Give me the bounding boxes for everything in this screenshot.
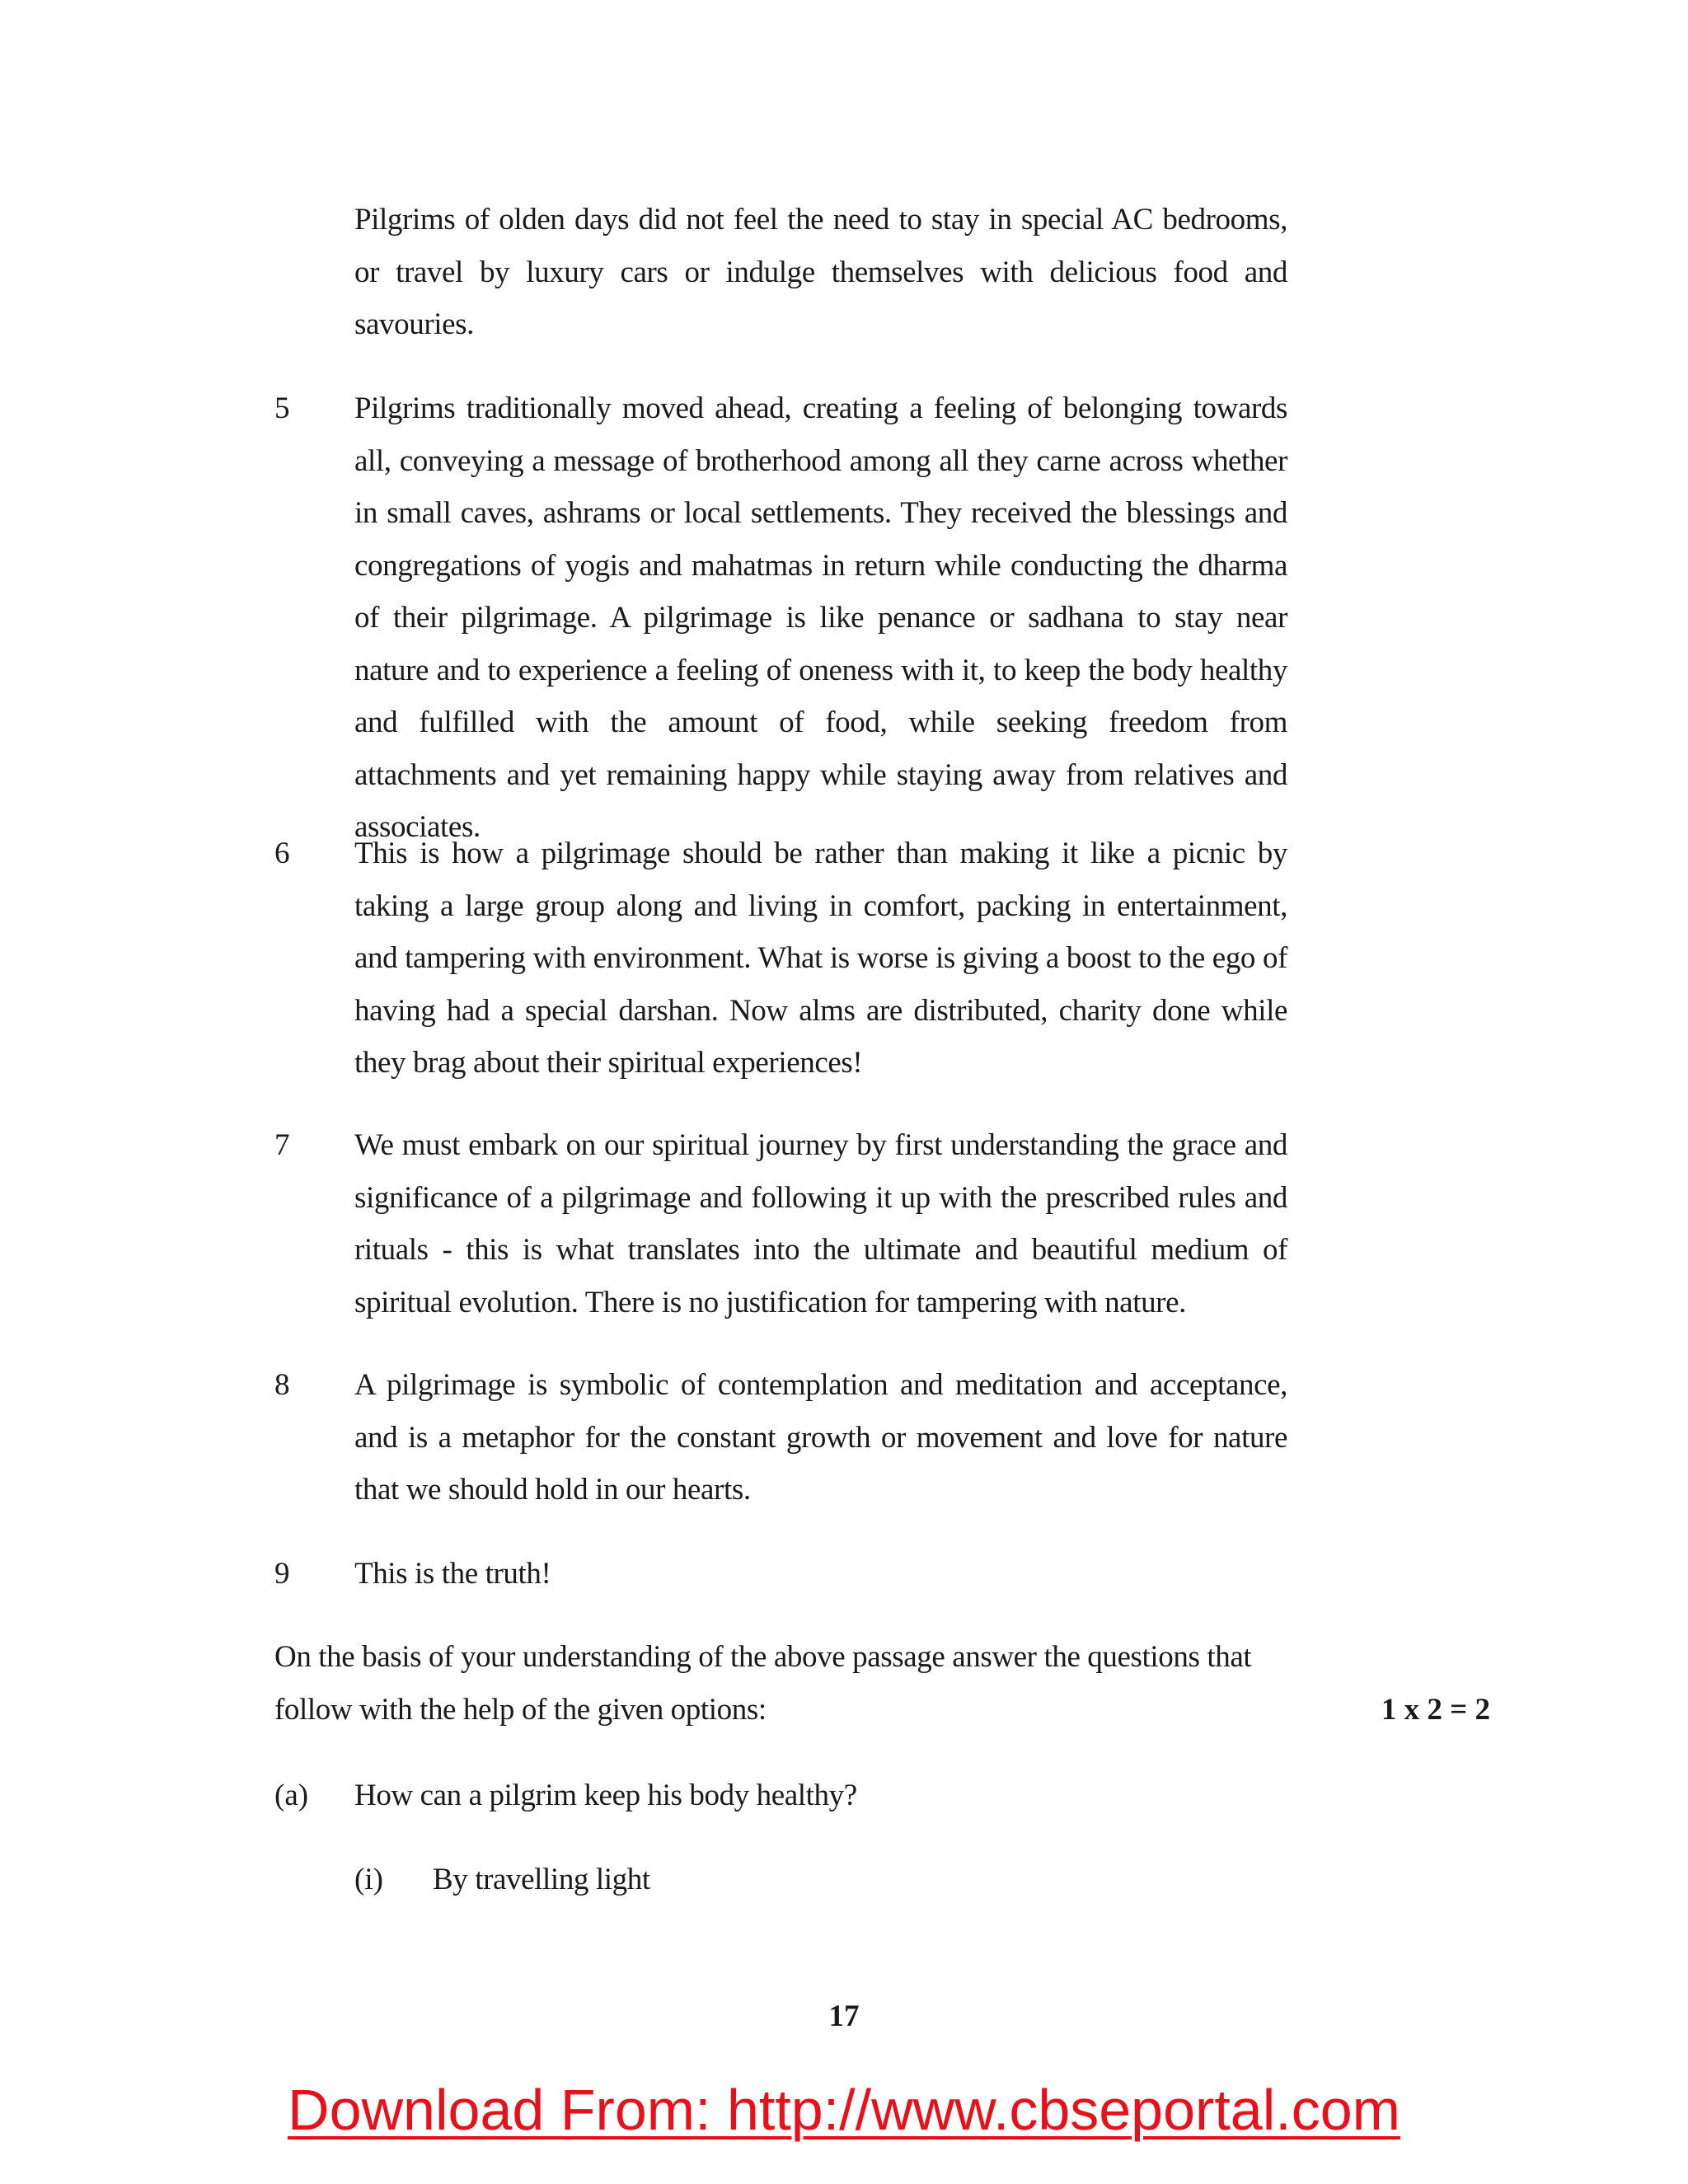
option-i-text: By travelling light xyxy=(433,1863,650,1896)
question-a-label: (a) xyxy=(274,1779,309,1812)
paragraph-number-7: 7 xyxy=(274,1128,290,1162)
paragraph-5: Pilgrims traditionally moved ahead, creating a feeling of belonging towards all, conveying a message of brotherhood among all they carne across whether in small caves, ashrams or local settlements. They received the blessings and congregations of yogis and mahatmas in return while conducting the dharma of their pilgrimage. A pilgrimage is like penance or sadhana to stay near nature and to experience a feeling of oneness with it, to keep the body healthy and fulfilled with the amount of food, while seeking freedom from attachments and yet remaining happy while staying away from relatives and associates. xyxy=(354,391,1287,844)
paragraph-number-5: 5 xyxy=(274,391,290,425)
paragraph-number-6: 6 xyxy=(274,837,290,870)
paragraph-7: We must embark on our spiritual journey by first understanding the grace and significance of a pilgrimage and following it up with the prescribed rules and rituals - this is what translates into the ultimate and beautiful medium of spiritual evolution. There is no justification for tampering with nature. xyxy=(354,1128,1287,1319)
page-number: 17 xyxy=(828,1999,860,2033)
question-instructions: On the basis of your understanding of the above passage answer the questions that follow with the help of the given options: xyxy=(274,1640,1252,1727)
download-link[interactable]: Download From: http://www.cbseportal.com xyxy=(288,2078,1400,2142)
paragraph-9: This is the truth! xyxy=(354,1557,551,1591)
paragraph-8: A pilgrimage is symbolic of contemplation and meditation and acceptance, and is a metaphor for the constant growth or movement and love for nature that we should hold in our hearts. xyxy=(354,1368,1287,1507)
question-a-text: How can a pilgrim keep his body healthy? xyxy=(354,1779,857,1812)
paragraph-6: This is how a pilgrimage should be rather than making it like a picnic by taking a large group along and living in comfort, packing in entertainment, and tampering with environment. What is worse is giving a boost to the ego of having had a special darshan. Now alms are distributed, charity done while they brag about their spiritual experiences! xyxy=(354,837,1287,1080)
intro-paragraph: Pilgrims of olden days did not feel the need to stay in special AC bedrooms, or travel by luxury cars or indulge themselves with delicious food and savouries. xyxy=(354,203,1287,341)
option-i-label: (i) xyxy=(354,1863,383,1896)
paragraph-number-9: 9 xyxy=(274,1557,290,1591)
marks-allocation: 1 x 2 = 2 xyxy=(1381,1693,1490,1727)
paragraph-number-8: 8 xyxy=(274,1368,290,1402)
